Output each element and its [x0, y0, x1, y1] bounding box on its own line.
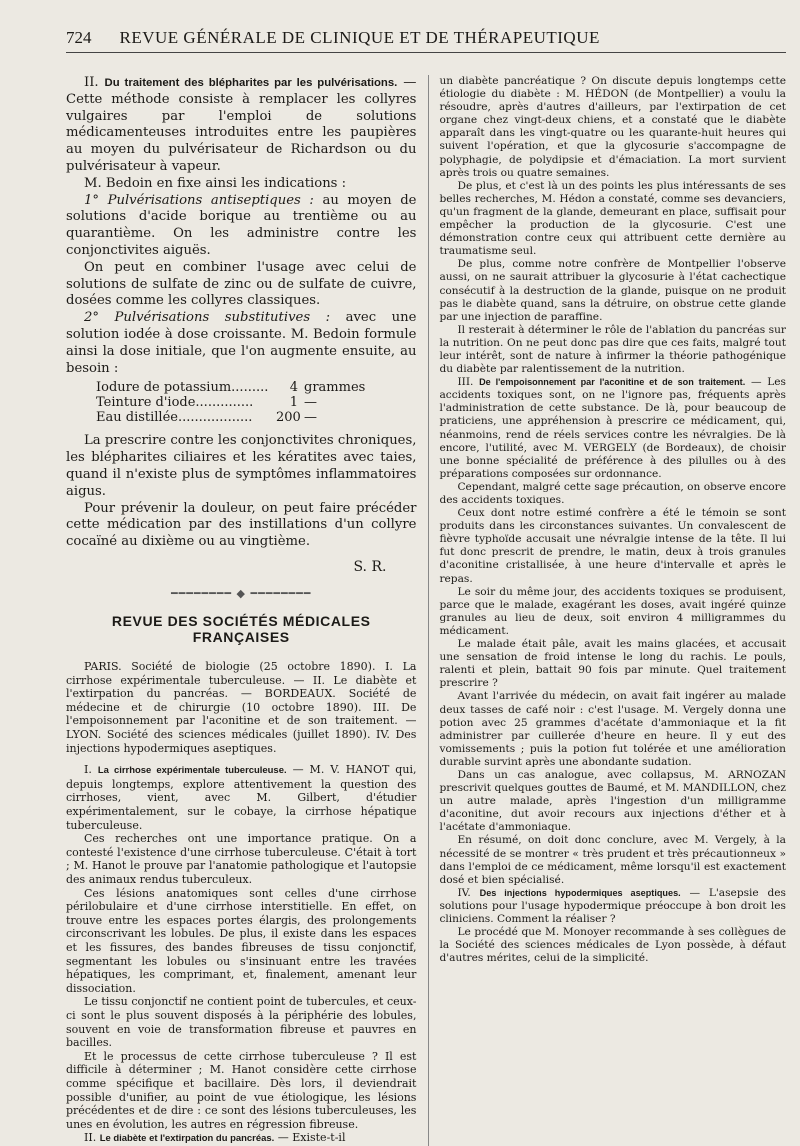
paragraph-cirrhose: [66, 763, 416, 832]
paragraph-text: — M. V. HANOT qui, depuis longtemps, explore attentivement la question des cirrhoses, vient, avec M. Gilbert, d'étudier expérimentalement, sur le cobaye, la cirrhose hépatique tuberculeuse.: [66, 763, 417, 832]
paragraph-text: — Les accidents toxiques sont, on ne l'ignore pas, fréquents après l'administration de cette substance. De là, pour beaucoup de praticiens, une appréhension à prescrire ce médicament, qui, néanmoins, rend de réels services contre les névralgies. De là encore, l'utilité, avec M. VERGELY (de Bordeaux), de choisir une bonne spécialité de préférence à des pilulles ou à des préparations composées sur ordonnance.: [439, 376, 786, 480]
two-columns: [66, 75, 786, 1146]
recipe-quantity: 4: [289, 380, 298, 396]
paragraph: Cependant, malgré cette sage précaution, on observe encore des accidents toxiques.: [439, 480, 786, 506]
section-summary: PARIS. Société de biologie (25 octobre 1890). I. La cirrhose expérimentale tuberculeuse. — II. Le diabète et l'extirpation du pancréas. — BORDEAUX. Société de médecine et de chirurgie (10 octobre 1890). III. De l'empoisonnement par l'aconitine et de son traitement. — LYON. Société des sciences médicales (juillet 1890). IV. Des injections hypodermiques aseptiques.: [66, 660, 417, 755]
paragraph-heading: Du traitement des blépharites par les pulvérisations.: [104, 77, 398, 89]
paragraph-antiseptiques: [66, 193, 416, 260]
paragraph: Dans un cas analogue, avec collapsus, M. ARNOZAN prescrivit quelques gouttes de Baumé, et M. MANDILLON, chez un autre malade, après l'ingestion d'un milligramme d'aconitine, dut avoir recours aux injections d'éther et à l'acétate d'ammoniaque.: [439, 768, 786, 834]
section-number: IV.: [457, 886, 471, 899]
recipe-ingredient: Iodure de potassium.........: [96, 380, 269, 396]
paragraph-diabete: [66, 1131, 416, 1146]
paragraph-heading: La cirrhose expérimentale tuberculeuse.: [97, 765, 287, 777]
paragraph: La prescrire contre les conjonctivites chroniques, les blépharites ciliaires et les kératites avec taies, quand il n'existe plus de symptômes inflammatoires aigus.: [66, 433, 417, 499]
signature: S. R.: [353, 558, 387, 575]
page-header: [66, 28, 786, 50]
section-title: REVUE DES SOCIÉTÉS MÉDICALES FRANÇAISES: [111, 612, 371, 646]
recipe-table: [96, 380, 416, 425]
section-number: II.: [84, 75, 99, 90]
paragraph-text: au moyen de solutions d'acide borique au trentième ou au quarantième. On les administre contre les conjonctivites aiguës.: [66, 192, 417, 258]
header-rule: [66, 52, 786, 53]
paragraph-substitutives: [66, 310, 416, 377]
paragraph-text: — L'asepsie des solutions pour l'usage hypodermique préoccupe à bon droit les cliniciens. Comment la réaliser ?: [439, 886, 786, 925]
recipe-quantity: 1: [289, 395, 298, 411]
recipe-ingredient: Teinture d'iode..............: [96, 395, 254, 411]
recipe-row: [96, 410, 416, 425]
paragraph-lead: 2° Pulvérisations substitutives :: [84, 310, 331, 326]
ornamental-divider: ━━━━━━━━ ◆ ━━━━━━━━: [171, 586, 312, 600]
left-column: [66, 75, 416, 1146]
recipe-unit: grammes: [304, 380, 366, 396]
paragraph: Le soir du même jour, des accidents toxiques se produisent, parce que le malade, exagérant les doses, avait ingéré quinze granules au lieu de deux, soit environ 4 milligrammes du médicament.: [439, 585, 786, 637]
paragraph-injections: [439, 887, 786, 926]
paragraph: Ces lésions anatomiques sont celles d'une cirrhose périlobulaire et d'une cirrhose interstitielle. En effet, on trouve entre les espaces portes élargis, des prolongements circonscrivant les lobules. De plus, il existe dans les espaces et les fissures, des bandes fibreuses de tissu conjonctif, segmentant les lobules ou s'insinuant entre les travées hépatiques, les comprimant, et, finalement, amenant leur dissociation.: [66, 886, 417, 995]
paragraph-aconitine: [439, 376, 786, 481]
paragraph-text: — Existe-t-il: [274, 1131, 346, 1145]
paragraph: Le tissu conjonctif ne contient point de tubercules, et ceux-ci sont le plus souvent disposés à la périphérie des lobules, souvent en voie de transformation fibreuse et pauvres en bacilles.: [66, 995, 417, 1050]
paragraph: Le procédé que M. Monoyer recommande à ses collègues de la Société des sciences médicales de Lyon possède, à défaut d'autres mérites, celui de la simplicité.: [439, 926, 786, 965]
paragraph: M. Bedoin en fixe ainsi les indications :: [84, 175, 347, 191]
paragraph-heading: De l'empoisonnement par l'aconitine et de son traitement.: [479, 377, 746, 388]
paragraph-text: avec une solution iodée à dose croissante. M. Bedoin formule ainsi la dose initiale, que l'on augmente ensuite, au besoin :: [66, 310, 417, 376]
paragraph: On peut en combiner l'usage avec celui de solutions de sulfate de zinc ou de sulfate de cuivre, dosées comme les collyres classiques.: [66, 259, 417, 309]
running-title: REVUE GÉNÉRALE DE CLINIQUE ET DE THÉRAPEUTIQUE: [119, 28, 600, 47]
paragraph-text: — Cette méthode consiste à remplacer les collyres vulgaires par l'emploi de solutions médicamenteuses introduites entre les paupières au moyen du pulvérisateur de Richardson ou du pulvérisateur à vapeur.: [66, 75, 417, 174]
paragraph-lead: 1° Pulvérisations antiseptiques :: [84, 192, 314, 208]
paragraph: Il resterait à déterminer le rôle de l'ablation du pancréas sur la nutrition. On ne peut donc pas dire que ces faits, malgré tout leur intérêt, sont de nature à infirmer la théorie pathogénique du diabète par ralentissement de la nutrition.: [439, 323, 786, 376]
recipe-ingredient: Eau distillée..................: [96, 410, 253, 426]
paragraph: Pour prévenir la douleur, on peut faire précéder cette médication par des instillations d'un collyre cocaïné au dixième ou au vingtième.: [66, 500, 417, 550]
societies-section: [66, 660, 416, 1146]
recipe-unit: —: [304, 410, 317, 426]
section-number: II.: [84, 1131, 97, 1145]
paragraph: De plus, et c'est là un des points les plus intéressants de ses belles recherches, M. Hédon a constaté, comme ses devanciers, qu'un fragment de la glande, demeurant en place, suffisait pour empêcher la production de la glycosurie. C'est une démonstration contre ceux qui attribuent cette dernière au traumatisme seul.: [439, 179, 786, 258]
paragraph: Le malade était pâle, avait les mains glacées, et accusait une sensation de froid intense le long du rachis. Le pouls, ralenti et plein, battait 90 fois par minute. Quel traitement prescrire ?: [439, 638, 786, 690]
paragraph: un diabète pancréatique ? On discute depuis longtemps cette étiologie du diabète : M. HÉDON (de Montpellier) a voulu la résoudre, après d'autres d'ailleurs, par l'extirpation de cet organe chez vingt-deux chiens, et a constaté que le diabète apparaît dans les vingt-quatre ou les quarante-huit heures qui suivent l'opération, et que la glycosurie s'accompagne de polyphagie, de polydipsie et d'émaciation. La mort survient après trois ou quatre semaines.: [439, 75, 786, 179]
paragraph: De plus, comme notre confrère de Montpellier l'observe aussi, on ne saurait attribuer la glycosurie à l'état cachectique consécutif à la destruction de la glande, puisque on ne produit pas le diabète quand, sans la détruire, on obstrue cette glande par une injection de paraffine.: [439, 258, 786, 323]
paragraph-heading: Des injections hypodermiques aseptiques.: [479, 887, 681, 898]
right-column: [428, 75, 786, 1146]
recipe-row: [96, 395, 416, 410]
paragraph: Ces recherches ont une importance pratique. On a contesté l'existence d'une cirrhose tuberculeuse. C'était à tort ; M. Hanot le prouve par l'anatomie pathologique et l'autopsie des animaux rendus tuberculeux.: [66, 832, 417, 887]
page-number: 724: [66, 28, 92, 47]
recipe-row: [96, 380, 416, 395]
recipe-quantity: 200: [276, 410, 301, 426]
paragraph: Et le processus de cette cirrhose tuberculeuse ? Il est difficile à déterminer ; M. Hanot considère cette cirrhose comme spécifique et bacillaire. Dès lors, il deviendrait possible d'unifier, au point de vue étiologique, les lésions précédentes et de dire : ce sont des lésions tuberculeuses, les unes en évolution, les autres en régression fibreuse.: [66, 1049, 417, 1131]
paragraph: En résumé, on doit donc conclure, avec M. Vergely, à la nécessité de se montrer « très prudent et très précautionneux » dans l'emploi de ce médicament, même lorsqu'il est exactement dosé et bien spécialisé.: [439, 834, 786, 886]
paragraph-heading: Le diabète et l'extirpation du pancréas.: [99, 1133, 275, 1145]
paragraph-blepharites: [66, 75, 416, 176]
paragraph: Ceux dont notre estimé confrère a été le témoin se sont produits dans les circonstances suivantes. Un convalescent de fièvre typhoïde accusait une névralgie intense de la tête. Il lui fut donc prescrit de prendre, le matin, deux à trois granules d'aconitine cristallisée, à une heure d'intervalle et après le repas.: [439, 507, 786, 585]
section-number: I.: [84, 763, 92, 777]
paragraph: Avant l'arrivée du médecin, on avait fait ingérer au malade deux tasses de café noir : c'est l'usage. M. Vergely donna une potion avec 25 grammes d'acétate d'ammoniaque et la fit administrer par cuillerée d'heure en heure. Il y eut des vomissements ; puis la potion fut tolérée et une amélioration durable survint après une abondante sudation.: [439, 690, 786, 768]
recipe-unit: —: [304, 395, 317, 411]
section-number: III.: [457, 376, 474, 389]
